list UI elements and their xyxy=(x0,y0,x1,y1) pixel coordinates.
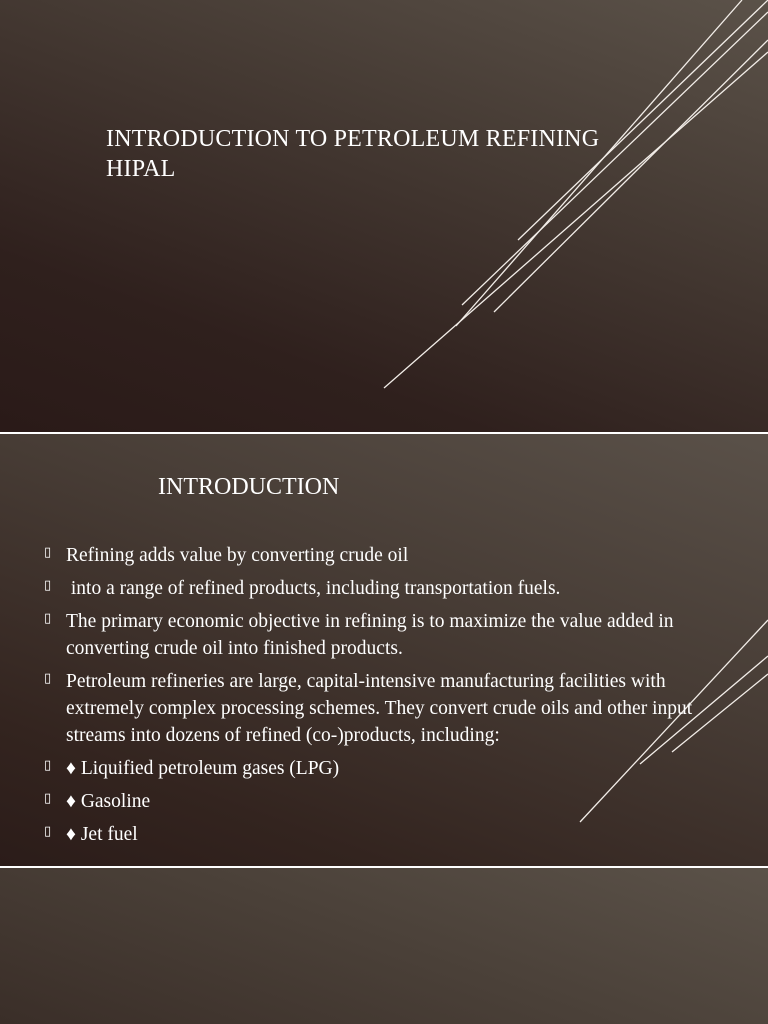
list-item xyxy=(44,668,744,749)
bullet-marker: ▯ xyxy=(44,758,52,773)
subtitle-text: HIPAL xyxy=(106,156,176,182)
list-item xyxy=(44,608,744,662)
bullet-marker: ▯ xyxy=(44,824,52,839)
bullet-text: ♦ Liquified petroleum gases (LPG) xyxy=(66,758,340,779)
bullet-text: The primary economic objective in refining is to maximize the value added in converting crude oil into finished products. xyxy=(66,611,674,659)
bullet-marker: ▯ xyxy=(44,671,52,686)
bullet-text: Petroleum refineries are large, capital-intensive manufacturing facilities with extremely complex processing schemes. They convert crude oils and other input streams into dozens of refined (co-)products, including: xyxy=(66,671,693,746)
bullet-marker: ▯ xyxy=(44,791,52,806)
presentation-title xyxy=(106,124,726,184)
bullet-text: Refining adds value by converting crude oil xyxy=(66,545,409,566)
bullet-text: ♦ Jet fuel xyxy=(66,824,138,845)
title-slide xyxy=(0,0,768,432)
list-item xyxy=(44,542,744,569)
list-item xyxy=(44,755,744,782)
bullet-marker: ▯ xyxy=(44,578,52,593)
title-text: INTRODUCTION TO PETROLEUM REFINING xyxy=(106,126,600,152)
bullet-marker: ▯ xyxy=(44,545,52,560)
bullet-marker: ▯ xyxy=(44,611,52,626)
introduction-slide xyxy=(0,434,768,866)
next-slide-preview xyxy=(0,868,768,1024)
list-item xyxy=(44,788,744,815)
bullet-text: ♦ Gasoline xyxy=(66,791,151,812)
list-item xyxy=(44,821,744,848)
decorative-diagonal-lines xyxy=(0,0,768,432)
bullet-text: into a range of refined products, including transportation fuels. xyxy=(66,578,561,599)
list-item xyxy=(44,575,744,602)
section-heading: INTRODUCTION xyxy=(158,474,340,500)
bullet-list xyxy=(44,542,744,854)
